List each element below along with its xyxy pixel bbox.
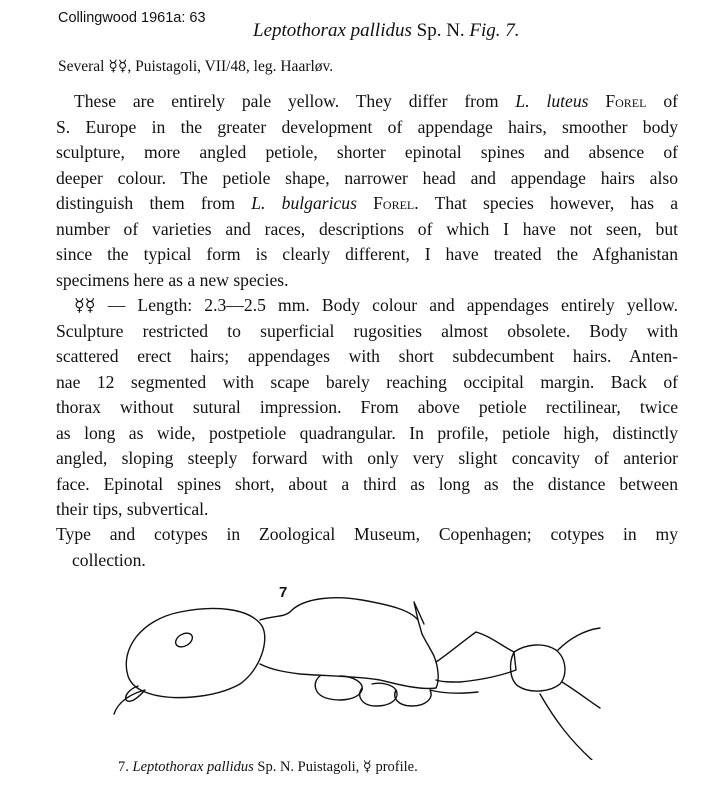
ant-postpetiole (511, 645, 565, 691)
p1-l1-text: These are entirely pale yellow. They differ from (74, 91, 516, 111)
ant-profile-drawing (100, 590, 620, 760)
caption-rest: Sp. N. Puistagoli, ☿ profile. (253, 759, 418, 775)
ant-head (126, 609, 265, 698)
p1-author-forel-2: Forel (356, 193, 415, 213)
title-genus: Leptothorax pallidus (253, 20, 412, 41)
p1-line-6: number of varieties and races, descriptions of which I have not seen, but (56, 218, 678, 239)
p1-author-forel: Forel (588, 91, 647, 111)
p3-line-1: Type and cotypes in Zoological Museum, Copenhagen; cotypes in my (56, 524, 678, 544)
p3-line-2: collection. (72, 549, 146, 570)
p2-line-9: their tips, subvertical. (56, 499, 209, 519)
p1-line-1 (56, 89, 678, 115)
caption-genus: Leptothorax pallidus (132, 759, 254, 775)
p1-line-7: since the typical form is clearly different, I have treated the Afghanistan (56, 244, 678, 264)
p1-species-bulgaricus: L. bulgaricus (251, 193, 357, 213)
ant-leg-2 (360, 683, 397, 706)
material-examined: Several ☿☿, Puistagoli, VII/48, leg. Haarløv. (58, 58, 334, 75)
caption-num: 7. (118, 759, 133, 775)
p2-line-4: nae 12 segmented with scape barely reaching occipital margin. Back of (56, 371, 678, 392)
title-mid: Sp. N. (411, 20, 470, 41)
p1-line-3: sculpture, more angled petiole, shorter epinotal spines and absence of (56, 142, 678, 162)
p2-line-8: face. Epinotal spines short, about a third as long as the distance between (56, 473, 678, 494)
paragraph-3 (56, 522, 678, 573)
title-fig: Fig. 7. (469, 20, 520, 41)
ant-tail-line (540, 694, 592, 760)
paragraph-2 (56, 293, 678, 523)
paragraph-1 (56, 89, 678, 293)
p2-line-6: as long as wide, postpetiole quadrangular. In profile, petiole high, distinctly (56, 422, 678, 443)
p1-species-luteus: L. luteus (515, 91, 589, 111)
p1-line-8: specimens here as a new species. (56, 269, 289, 290)
p2-line-2: Sculpture restricted to superficial rugosities almost obsolete. Body with (56, 320, 678, 341)
figure-caption (118, 759, 418, 776)
p1-line-4: deeper colour. The petiole shape, narrower head and appendage hairs also (56, 167, 678, 188)
p2-line-7: angled, sloping steeply forward with only very slight concavity of anterior (56, 448, 678, 468)
p2-line-5: thorax without sutural impression. From above petiole rectilinear, twice (56, 397, 678, 417)
p2-line-3: scattered erect hairs; appendages with short subdecumbent hairs. Anten- (56, 346, 678, 366)
ant-leg-3 (395, 690, 431, 706)
citation-label: Collingwood 1961a: 63 (58, 10, 206, 26)
ant-leg-1 (315, 676, 362, 700)
p1-line-5 (56, 191, 678, 217)
p1-l5-end: . That species however, has a (414, 193, 679, 213)
ant-leg-line (430, 690, 478, 693)
ant-thorax (260, 598, 438, 689)
ant-eye (173, 630, 195, 649)
figure-number: 7 (279, 584, 288, 601)
p1-l5-text: distinguish them from (56, 193, 252, 213)
p1-l1-end: of (646, 91, 678, 111)
ant-petiole (436, 632, 516, 682)
p1-line-2: S. Europe in the greater development of appendage hairs, smoother body (56, 116, 678, 137)
ant-epinotal-spine (414, 602, 424, 624)
p2-line-1: ☿☿ — Length: 2.3—2.5 mm. Body colour and appendages entirely yellow. (74, 295, 678, 315)
species-title (253, 20, 520, 42)
